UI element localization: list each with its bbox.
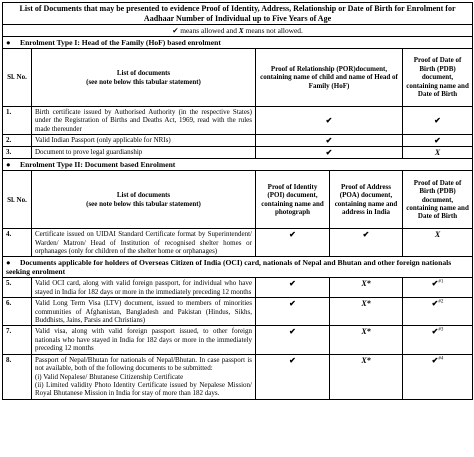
document-name — [32, 354, 256, 399]
column-header-documents: List of documents (see note below this tabular statement) — [32, 171, 256, 229]
section-heading-oci — [3, 257, 473, 278]
x-icon: X* — [330, 326, 403, 354]
row-number: 1. — [3, 107, 32, 135]
check-icon: ✔ — [172, 26, 179, 35]
check-icon: ✔ — [256, 135, 403, 147]
document-name: Valid OCI card, along with valid foreign passport, for individual who have stayed in India for 182 days or more in the immediately preceding 12 months — [32, 278, 256, 298]
check-icon: ✔ — [330, 229, 403, 257]
footnote-marker: #2 — [438, 299, 444, 305]
document-line: (ii) Limited validity Photo Identity Certificate issued by Nepalese Mission/ Royal Bhutanese Mission in India for stay of more than 182 days. — [35, 380, 252, 398]
documents-table — [2, 2, 473, 400]
row-number: 5. — [3, 278, 32, 298]
table-row — [3, 135, 473, 147]
section-heading-type-1 — [3, 37, 473, 49]
bullet-icon: ● — [6, 258, 11, 268]
check-icon: ✔ — [256, 354, 330, 399]
check-icon: ✔ — [403, 135, 473, 147]
check-icon: ✔ — [256, 107, 403, 135]
section-title: Documents applicable for holders of Overseas Citizen of India (OCI) card, nationals of Nepal and Bhutan and other foreign nationals seeking enrolment — [6, 258, 452, 277]
footnote-marker: #3 — [438, 327, 444, 333]
check-icon: ✔ — [256, 278, 330, 298]
document-line: (i) Valid Nepalese/ Bhutanese Citizenship Certificate — [35, 372, 184, 381]
document-title: List of Documents that may be presented to evidence Proof of Identity, Address, Relationship or Date of Birth for Enrolment for Aadhaar Number of Individual up to Five Years of Age — [3, 3, 473, 25]
row-number: 8. — [3, 354, 32, 399]
check-icon: ✔ — [256, 147, 403, 159]
column-header-poi: Proof of Identity (POI) document, containing name and photograph — [256, 171, 330, 229]
document-name: Valid Indian Passport (only applicable for NRIs) — [32, 135, 256, 147]
legend-allowed-text: means allowed and — [180, 26, 237, 35]
check-icon: ✔$^{\#2}$ — [403, 298, 473, 326]
x-icon: X* — [330, 354, 403, 399]
document-name: Valid visa, along with valid foreign passport issued, to other foreign nationals who have stayed in India for 182 days or more in the immediately preceding 12 months — [32, 326, 256, 354]
column-header-documents: List of documents (see note below this tabular statement) — [32, 49, 256, 107]
row-number: 6. — [3, 298, 32, 326]
column-header-sl-no: Sl. No. — [3, 49, 32, 107]
column-header-sl-no: Sl. No. — [3, 171, 32, 229]
x-icon: X* — [330, 278, 403, 298]
row-number: 3. — [3, 147, 32, 159]
bullet-icon: ● — [6, 160, 11, 170]
legend — [3, 25, 473, 37]
footnote-marker: #4 — [438, 356, 444, 362]
check-icon: ✔$^{\#3}$ — [403, 326, 473, 354]
table-row — [3, 298, 473, 326]
table-header-row — [3, 171, 473, 229]
x-icon: X — [403, 147, 473, 159]
row-number: 2. — [3, 135, 32, 147]
check-icon: ✔ — [256, 326, 330, 354]
table-row — [3, 229, 473, 257]
check-icon: ✔ — [403, 107, 473, 135]
document-name: Birth certificate issued by Authorised Authority (in the respective States) under the Registration of Births and Deaths Act, 1969, read with the rules made thereunder — [32, 107, 256, 135]
column-header-poa: Proof of Address (POA) document, containing name and address in India — [330, 171, 403, 229]
row-number: 4. — [3, 229, 32, 257]
column-header-por: Proof of Relationship (POR)document, containing name of child and name of Head of Family (HoF) — [256, 49, 403, 107]
table-row — [3, 278, 473, 298]
x-icon: X — [403, 229, 473, 257]
column-header-pdb: Proof of Date of Birth (PDB) document, containing name and Date of Birth — [403, 49, 473, 107]
document-name: Document to prove legal guardianship — [32, 147, 256, 159]
footnote-marker: #1 — [438, 279, 444, 285]
table-row — [3, 326, 473, 354]
table-row — [3, 354, 473, 399]
document-name: Valid Long Term Visa (LTV) document, issued to members of minorities communities of Afghanistan, Bangladesh and Pakistan (Hindus, Sikhs, Buddhists, Jains, Parsis and Christians) — [32, 298, 256, 326]
table-header-row — [3, 49, 473, 107]
document-name: Certificate issued on UIDAI Standard Certificate format by Superintendent/ Warden/ Matron/ Head of Institution of recognised shelter homes or orphanages (only for children of the shelter home or orphanages) — [32, 229, 256, 257]
row-number: 7. — [3, 326, 32, 354]
legend-not-allowed-text: means not allowed. — [245, 26, 303, 35]
table-row — [3, 107, 473, 135]
section-title: Enrolment Type I: Head of the Family (HoF) based enrolment — [20, 38, 221, 47]
x-icon: X* — [330, 298, 403, 326]
section-heading-type-2 — [3, 159, 473, 171]
bullet-icon: ● — [6, 38, 11, 47]
check-icon: ✔ — [256, 229, 330, 257]
check-icon: ✔$^{\#4}$ — [403, 354, 473, 399]
document-line: Passport of Nepal/Bhutan for nationals of Nepal/Bhutan. In case passport is not available, both of the following documents to be submitted: — [35, 355, 252, 373]
table-row — [3, 147, 473, 159]
x-icon: X — [238, 26, 244, 35]
check-icon: ✔$^{\#1}$ — [403, 278, 473, 298]
check-icon: ✔ — [256, 298, 330, 326]
column-header-pdb: Proof of Date of Birth (PDB) document, containing name and Date of Birth — [403, 171, 473, 229]
section-title: Enrolment Type II: Document based Enrolment — [20, 160, 176, 170]
